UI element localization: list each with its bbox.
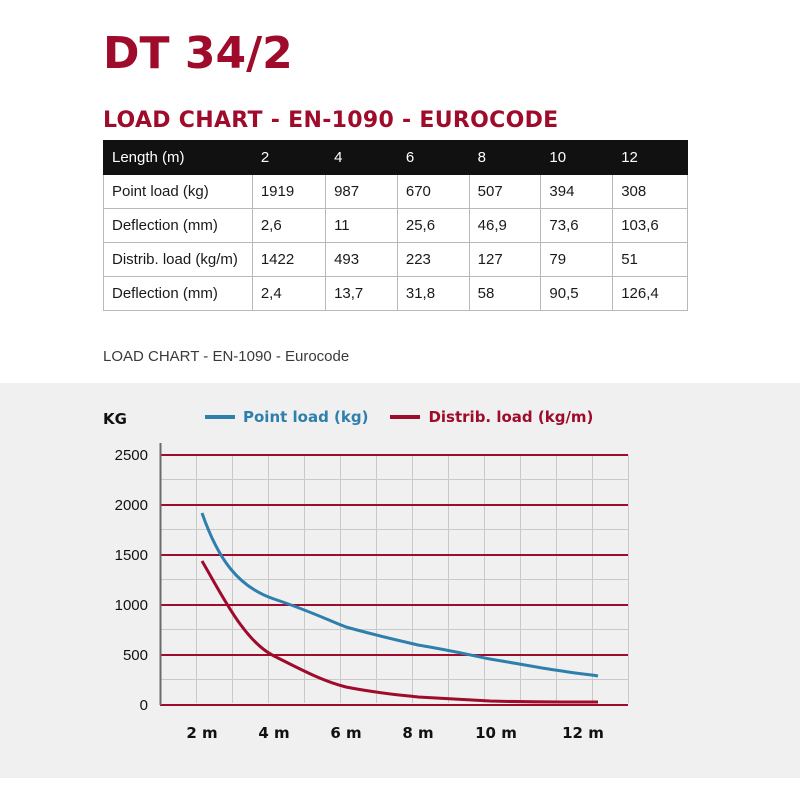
table-header-col-8: 8: [469, 141, 541, 175]
svg-text:4 m: 4 m: [258, 724, 290, 742]
chart-legend: [205, 408, 593, 426]
legend-swatch-distrib-load-icon: [390, 415, 420, 419]
svg-text:0: 0: [139, 697, 148, 714]
table-row: [104, 175, 688, 209]
table-header-length: Length (m): [104, 141, 253, 175]
cell-value: 126,4: [613, 277, 688, 311]
y-tick-labels: [115, 447, 148, 714]
cell-value: 127: [469, 243, 541, 277]
cell-value: 308: [613, 175, 688, 209]
cell-value: 493: [326, 243, 398, 277]
row-label: Point load (kg): [104, 175, 253, 209]
table-header-col-2: 2: [252, 141, 325, 175]
svg-text:10 m: 10 m: [475, 724, 517, 742]
page-title: DT 34/2: [103, 28, 293, 79]
cell-value: 103,6: [613, 209, 688, 243]
cell-value: 79: [541, 243, 613, 277]
cell-value: 2,6: [252, 209, 325, 243]
table-header: [104, 141, 688, 175]
svg-text:8 m: 8 m: [402, 724, 434, 742]
table-row: [104, 209, 688, 243]
cell-value: 51: [613, 243, 688, 277]
svg-text:6 m: 6 m: [330, 724, 362, 742]
x-tick-labels: [186, 724, 604, 742]
svg-text:500: 500: [122, 647, 148, 664]
svg-text:1000: 1000: [114, 597, 148, 614]
load-chart-plot: [0, 383, 800, 778]
y-axis-unit-label: KG: [103, 410, 127, 428]
cell-value: 670: [397, 175, 469, 209]
table-row: [104, 243, 688, 277]
row-label: Deflection (mm): [104, 209, 253, 243]
table-header-row: [104, 141, 688, 175]
svg-text:1500: 1500: [114, 547, 148, 564]
legend-label-distrib-load: Distrib. load (kg/m): [428, 408, 594, 426]
cell-value: 394: [541, 175, 613, 209]
series-distrib-load: [202, 561, 598, 702]
row-label: Deflection (mm): [104, 277, 253, 311]
cell-value: 46,9: [469, 209, 541, 243]
cell-value: 1422: [252, 243, 325, 277]
svg-text:12 m: 12 m: [562, 724, 604, 742]
cell-value: 90,5: [541, 277, 613, 311]
cell-value: 13,7: [326, 277, 398, 311]
table-header-col-4: 4: [326, 141, 398, 175]
cell-value: 507: [469, 175, 541, 209]
cell-value: 987: [326, 175, 398, 209]
cell-value: 25,6: [397, 209, 469, 243]
load-data-table: [103, 140, 688, 311]
cell-value: 11: [326, 209, 398, 243]
chart-caption: LOAD CHART - EN-1090 - Eurocode: [103, 348, 350, 365]
row-label: Distrib. load (kg/m): [104, 243, 253, 277]
svg-text:2500: 2500: [114, 447, 148, 464]
svg-text:2 m: 2 m: [186, 724, 218, 742]
cell-value: 1919: [252, 175, 325, 209]
cell-value: 73,6: [541, 209, 613, 243]
cell-value: 58: [469, 277, 541, 311]
table-body: [104, 175, 688, 311]
series-point-load: [202, 513, 598, 676]
cell-value: 2,4: [252, 277, 325, 311]
cell-value: 223: [397, 243, 469, 277]
legend-label-point-load: Point load (kg): [243, 408, 369, 426]
svg-text:2000: 2000: [114, 497, 148, 514]
table-header-col-6: 6: [397, 141, 469, 175]
legend-item-distrib-load: [390, 408, 593, 426]
table-header-col-10: 10: [541, 141, 613, 175]
legend-item-point-load: [205, 408, 368, 426]
table-header-col-12: 12: [613, 141, 688, 175]
cell-value: 31,8: [397, 277, 469, 311]
horizontal-minor-gridlines: [160, 480, 628, 680]
legend-swatch-point-load-icon: [205, 415, 235, 419]
section-heading: LOAD CHART - EN-1090 - EUROCODE: [103, 108, 559, 133]
table-row: [104, 277, 688, 311]
